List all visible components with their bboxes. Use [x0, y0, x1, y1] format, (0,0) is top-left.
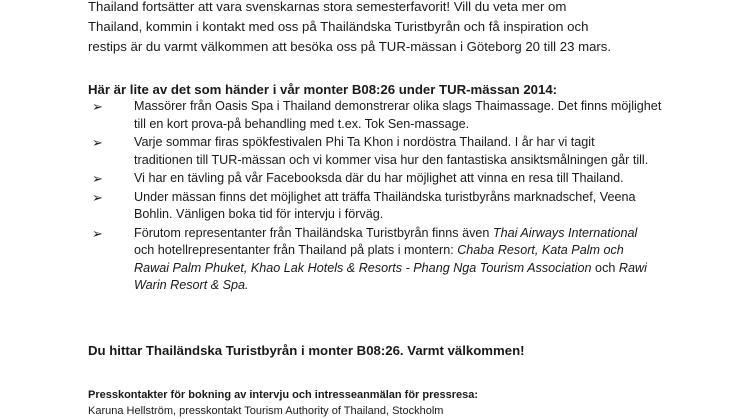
list-item-line: till en kort prova-på behandling med t.ex. Tok Sen-massage.: [134, 116, 470, 131]
list-item-line: Under mässan finns det möjlighet att träffa Thailändska turistbyråns marknadschef, Veena: [134, 189, 636, 204]
list-item-italic-text: Rawi: [618, 260, 647, 275]
list-item-line: [134, 277, 708, 295]
list-item-line: Bohlin. Vänligen boka tid för intervju i förväg.: [134, 207, 384, 221]
arrow-bullet-icon: ➢: [92, 171, 103, 186]
list-item-text: Förutom representanter från Thailändska Turistbyrån finns även: [134, 225, 493, 240]
list-item-italic-text: Thai Airways International: [492, 225, 638, 240]
arrow-bullet-icon: ➢: [92, 225, 103, 241]
intro-paragraph: [88, 0, 688, 57]
press-contact-line: Karuna Hellström, presskontakt Tourism Authority of Thailand, Stockholm: [88, 405, 444, 417]
list-item-text: och: [591, 260, 619, 275]
list-item-italic-text: Rawai Palm Phuket, Khao Lak Hotels & Resorts - Phang Nga Tourism Association: [134, 260, 592, 275]
list-item-italic-text: Chaba Resort, Kata Palm och: [457, 243, 624, 257]
press-contacts-heading: Presskontakter för bokning av intervju och intresseanmälan för pressresa:: [88, 389, 479, 401]
list-item-line: traditionen till TUR-mässan och vi kommer visa hur den fantastiska ansiktsmålningen går till.: [134, 152, 649, 167]
list-item: [88, 189, 708, 224]
list-item-line: [134, 260, 708, 278]
list-item-line: Varje sommar firas spökfestivalen Phi Ta Khon i nordöstra Thailand. I år har vi tagit: [134, 135, 595, 149]
arrow-bullet-icon: ➢: [92, 135, 103, 150]
list-item: [88, 98, 708, 133]
arrow-bullet-icon: ➢: [92, 99, 103, 114]
intro-line: Thailand fortsätter att vara svenskarnas stora semesterfavorit! Vill du veta mer om: [88, 0, 567, 14]
list-item: [88, 134, 708, 169]
list-item-italic-text: Warin Resort & Spa.: [134, 278, 249, 292]
list-item-line: Massörer från Oasis Spa i Thailand demonstrerar olika slags Thaimassage. Det finns möjlighet: [134, 99, 662, 113]
closing-statement: Du hittar Thailändska Turistbyrån i monter B08:26. Varmt välkommen!: [88, 343, 525, 358]
list-item: [88, 170, 708, 188]
list-item: [88, 225, 708, 295]
section-heading: Här är lite av det som händer i vår monter B08:26 under TUR-mässan 2014:: [88, 82, 558, 97]
event-list: [88, 98, 708, 296]
list-item-text: och hotellrepresentanter från Thailand på plats i montern:: [134, 243, 458, 257]
arrow-bullet-icon: ➢: [92, 189, 103, 205]
intro-line: restips är du varmt välkommen att besöka oss på TUR-mässan i Göteborg 20 till 23 mars.: [88, 39, 612, 54]
list-item-line: Vi har en tävling på vår Facebooksda där du har möjlighet att vinna en resa till Thailand.: [134, 171, 624, 185]
list-item-line: [134, 225, 708, 243]
list-item-line: [134, 242, 708, 260]
intro-line: Thailand, kommin i kontakt med oss på Thailändska Turistbyrån och få inspiration och: [88, 19, 589, 34]
